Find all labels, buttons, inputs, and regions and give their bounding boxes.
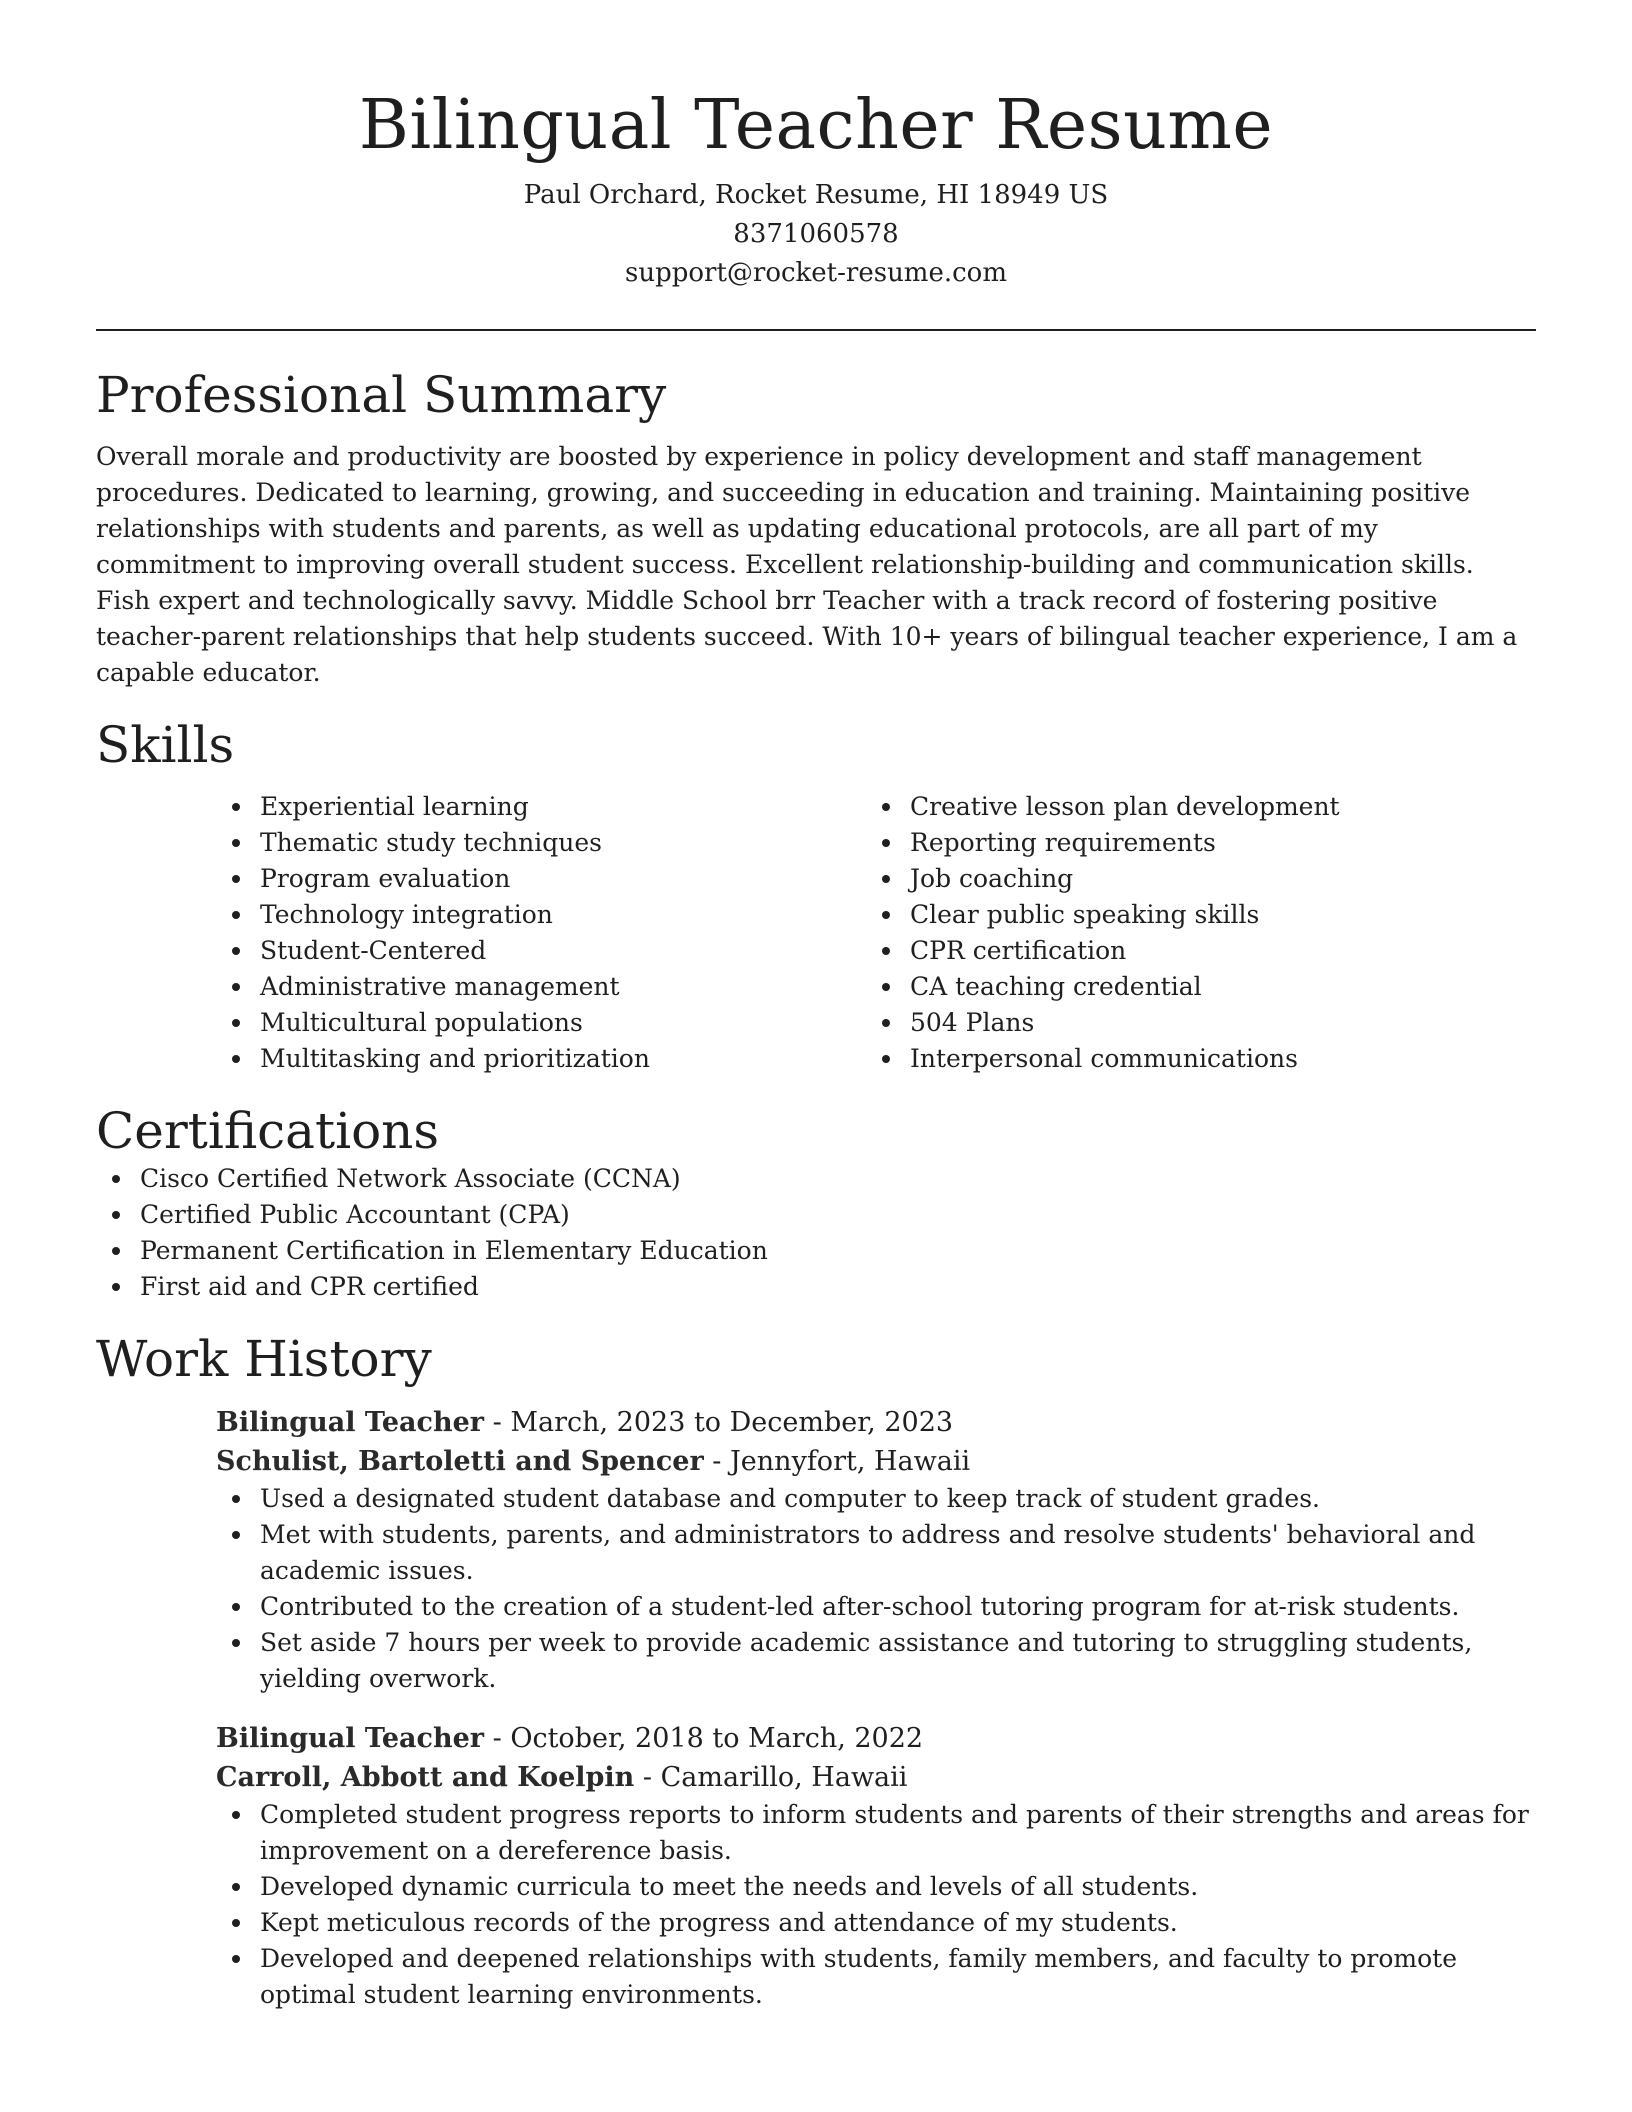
- bullet-icon: [882, 875, 890, 883]
- list-item: [216, 825, 866, 861]
- skill-label: Technology integration: [260, 900, 553, 929]
- list-item: [216, 1905, 1536, 1941]
- bullet-icon: [882, 1055, 890, 1063]
- list-item: [866, 825, 1516, 861]
- job-dates: March, 2023 to December, 2023: [510, 1407, 954, 1438]
- job-location: Camarillo, Hawaii: [660, 1762, 908, 1793]
- skill-label: Creative lesson plan development: [910, 792, 1340, 821]
- list-item: [866, 861, 1516, 897]
- duty-text: Met with students, parents, and administrators to address and resolve students' behavioral and academic issues.: [260, 1520, 1476, 1585]
- list-item: [216, 1041, 866, 1077]
- job-company: Schulist, Bartoletti and Spencer: [216, 1446, 704, 1477]
- bullet-icon: [232, 1603, 240, 1611]
- resume-page: [96, 0, 1536, 2013]
- bullet-icon: [112, 1211, 120, 1219]
- bullet-icon: [232, 1811, 240, 1819]
- skill-label: Experiential learning: [260, 792, 529, 821]
- job-title-line: Bilingual Teacher - October, 2018 to March, 2022: [216, 1723, 924, 1754]
- certification-label: Permanent Certification in Elementary Education: [140, 1236, 768, 1265]
- list-item: [216, 897, 866, 933]
- skills-heading: Skills: [96, 716, 235, 774]
- bullet-icon: [232, 983, 240, 991]
- list-item: [866, 1005, 1516, 1041]
- skill-label: 504 Plans: [910, 1008, 1035, 1037]
- list-item: [866, 897, 1516, 933]
- bullet-icon: [882, 947, 890, 955]
- list-item: [866, 1041, 1516, 1077]
- job-title-line: Bilingual Teacher - March, 2023 to December, 2023: [216, 1407, 954, 1438]
- list-item: [216, 1481, 1536, 1517]
- job-entry: [216, 1403, 1536, 1697]
- skill-label: CA teaching credential: [910, 972, 1202, 1001]
- certifications-list: [96, 1161, 1536, 1305]
- bullet-icon: [882, 911, 890, 919]
- contact-phone: 8371060578: [733, 219, 899, 249]
- work-history-heading: Work History: [96, 1330, 432, 1388]
- job-title: Bilingual Teacher: [216, 1723, 485, 1754]
- contact-address: Paul Orchard, Rocket Resume, HI 18949 US: [523, 180, 1109, 210]
- page-title: Bilingual Teacher Resume: [358, 86, 1274, 165]
- list-item: [96, 1197, 1536, 1233]
- header-divider: [96, 329, 1536, 331]
- duty-text: Completed student progress reports to inform students and parents of their strengths and areas for improvement on a dereference basis.: [260, 1800, 1529, 1865]
- certification-label: First aid and CPR certified: [140, 1272, 479, 1301]
- list-item: [216, 861, 866, 897]
- list-item: [96, 1233, 1536, 1269]
- bullet-icon: [232, 1883, 240, 1891]
- skill-label: Clear public speaking skills: [910, 900, 1260, 929]
- job-entry: [216, 1719, 1536, 2013]
- bullet-icon: [882, 803, 890, 811]
- duty-text: Contributed to the creation of a student-led after-school tutoring program for at-risk students.: [260, 1592, 1460, 1621]
- summary-text: Overall morale and productivity are boosted by experience in policy development and staff management procedures. Dedicated to learning, growing, and succeeding in education and training. Maintaining positive relationships with students and parents, as well as updating educational protocols, are all part of my commitment to improving overall student success. Excellent relationship-building and communication skills. Fish expert and technologically savvy. Middle School brr Teacher with a track record of fostering positive teacher-parent relationships that help students succeed. With 10+ years of bilingual teacher experience, I am a capable educator.: [96, 442, 1518, 687]
- duty-text: Developed dynamic curricula to meet the needs and levels of all students.: [260, 1872, 1199, 1901]
- skill-label: Multitasking and prioritization: [260, 1044, 650, 1073]
- contact-email: support@rocket-resume.com: [624, 258, 1007, 288]
- list-item: [216, 1005, 866, 1041]
- bullet-icon: [232, 1639, 240, 1647]
- job-title: Bilingual Teacher: [216, 1407, 485, 1438]
- list-item: [216, 1625, 1536, 1697]
- bullet-icon: [232, 875, 240, 883]
- skills-grid: [216, 789, 1536, 1077]
- list-item: [216, 1517, 1536, 1589]
- bullet-icon: [112, 1247, 120, 1255]
- bullet-icon: [232, 947, 240, 955]
- bullet-icon: [232, 1055, 240, 1063]
- duty-text: Set aside 7 hours per week to provide academic assistance and tutoring to struggling students, yielding overwork.: [260, 1628, 1473, 1693]
- bullet-icon: [882, 839, 890, 847]
- skills-section: [96, 715, 1536, 1077]
- certification-label: Cisco Certified Network Associate (CCNA): [140, 1164, 681, 1193]
- contact-block: [96, 176, 1536, 293]
- skill-label: Thematic study techniques: [260, 828, 602, 857]
- list-item: [866, 789, 1516, 825]
- bullet-icon: [882, 983, 890, 991]
- duty-text: Kept meticulous records of the progress and attendance of my students.: [260, 1908, 1178, 1937]
- list-item: [216, 1869, 1536, 1905]
- list-item: [216, 1941, 1536, 2013]
- certifications-section: [96, 1101, 1536, 1305]
- job-duties-list: [216, 1797, 1536, 2013]
- skill-label: Program evaluation: [260, 864, 511, 893]
- job-location: Jennyfort, Hawaii: [729, 1446, 971, 1477]
- resume-header: [96, 0, 1536, 293]
- list-item: [96, 1161, 1536, 1197]
- list-item: [216, 1589, 1536, 1625]
- list-item: [216, 969, 866, 1005]
- summary-section: [96, 365, 1536, 691]
- job-duties-list: [216, 1481, 1536, 1697]
- bullet-icon: [232, 1019, 240, 1027]
- bullet-icon: [232, 1955, 240, 1963]
- skill-label: Student-Centered: [260, 936, 487, 965]
- skill-label: Administrative management: [260, 972, 620, 1001]
- list-item: [216, 933, 866, 969]
- job-company-line: Carroll, Abbott and Koelpin - Camarillo, Hawaii: [216, 1762, 908, 1793]
- summary-heading: Professional Summary: [96, 366, 667, 424]
- job-company: Carroll, Abbott and Koelpin: [216, 1762, 635, 1793]
- list-item: [216, 789, 866, 825]
- bullet-icon: [232, 803, 240, 811]
- bullet-icon: [112, 1283, 120, 1291]
- skill-label: Reporting requirements: [910, 828, 1216, 857]
- bullet-icon: [882, 1019, 890, 1027]
- skill-label: CPR certification: [910, 936, 1127, 965]
- work-history-section: [96, 1329, 1536, 2013]
- bullet-icon: [232, 1919, 240, 1927]
- certification-label: Certified Public Accountant (CPA): [140, 1200, 570, 1229]
- skills-list-left: [216, 789, 866, 1077]
- bullet-icon: [232, 1531, 240, 1539]
- job-company-line: Schulist, Bartoletti and Spencer - Jennyfort, Hawaii: [216, 1446, 971, 1477]
- list-item: [866, 933, 1516, 969]
- certifications-heading: Certifications: [96, 1102, 440, 1160]
- skill-label: Interpersonal communications: [910, 1044, 1298, 1073]
- skills-list-right: [866, 789, 1516, 1077]
- bullet-icon: [232, 839, 240, 847]
- duty-text: Used a designated student database and computer to keep track of student grades.: [260, 1484, 1320, 1513]
- skill-label: Job coaching: [910, 864, 1074, 893]
- bullet-icon: [112, 1175, 120, 1183]
- list-item: [96, 1269, 1536, 1305]
- list-item: [866, 969, 1516, 1005]
- bullet-icon: [232, 911, 240, 919]
- list-item: [216, 1797, 1536, 1869]
- bullet-icon: [232, 1495, 240, 1503]
- skill-label: Multicultural populations: [260, 1008, 583, 1037]
- duty-text: Developed and deepened relationships with students, family members, and faculty to promote optimal student learning environments.: [260, 1944, 1458, 2009]
- job-dates: October, 2018 to March, 2022: [510, 1723, 924, 1754]
